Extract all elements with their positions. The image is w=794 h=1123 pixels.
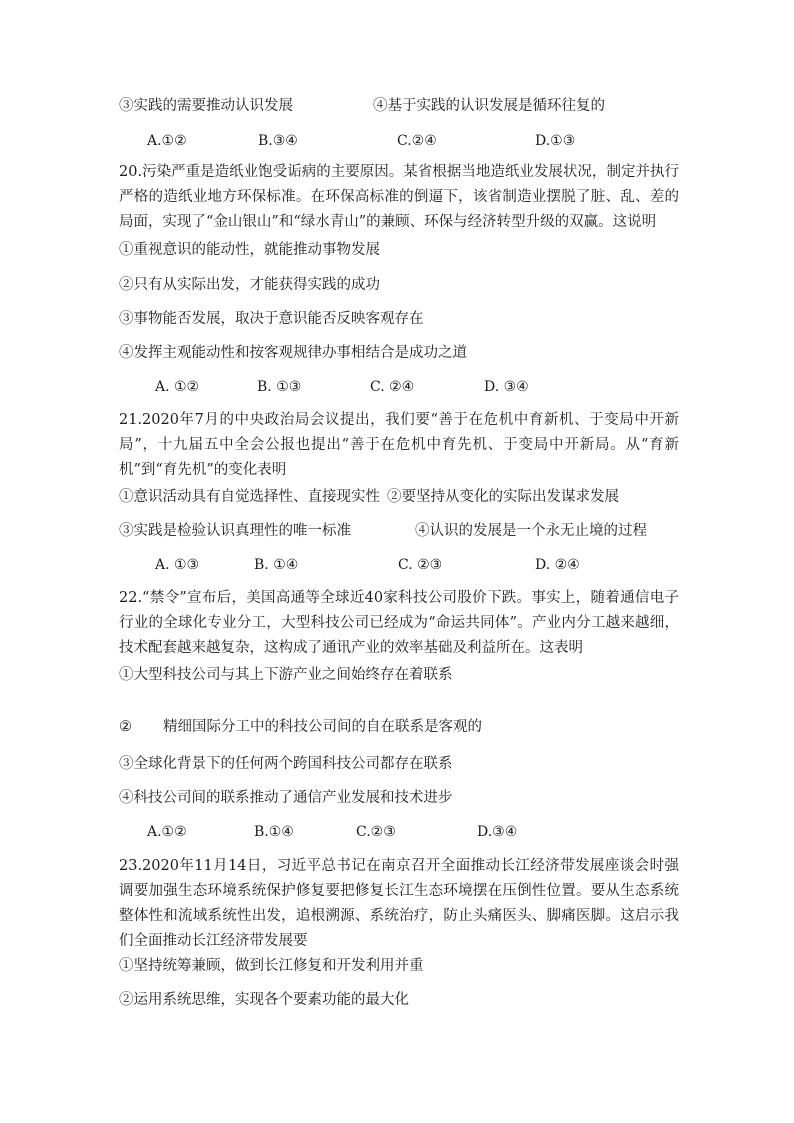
- q20-item-4: ④发挥主观能动性和按客观规律办事相结合是成功之道: [119, 345, 467, 361]
- q19-option-c: C.②④: [397, 133, 437, 149]
- q20-option-c: C. ②④: [370, 379, 415, 395]
- q22-option-d: D.③④: [477, 824, 518, 840]
- q22-item-3: ③全球化背景下的任何两个跨国科技公司都存在联系: [119, 756, 453, 772]
- q21-option-d: D. ②④: [535, 557, 580, 573]
- q23-item-2: ②运用系统思维，实现各个要素功能的最大化: [119, 992, 409, 1008]
- q19-item-4: ④基于实践的认识发展是循环往复的: [373, 98, 605, 114]
- q21-item-1: ①意识活动具有自觉选择性、直接现实性: [119, 489, 380, 505]
- q20-item-1: ①重视意识的能动性，就能推动事物发展: [119, 242, 380, 258]
- q23-stem: 23.2020年11月14日，习近平总书记在南京召开全面推动长江经济带发展座谈会时强调要加强生态环境系统保护修复要把修复长江生态环境摆在压倒性位置。要从生态系统整体性和流域系统性出发，追根溯源、系统治疗，防止头痛医头、脚痛医脚。这启示我们全面推动长江经济带发展要: [119, 858, 679, 949]
- q22-item-1: ①大型科技公司与其上下游产业之间始终存在着联系: [119, 667, 453, 683]
- q19-option-b: B.③④: [258, 133, 298, 149]
- q19-item-3: ③实践的需要推动认识发展: [119, 98, 293, 114]
- q21-option-c: C. ②③: [398, 557, 443, 573]
- q22-item-2: 精细国际分工中的科技公司间的自在联系是客观的: [163, 719, 482, 735]
- q22-item-2-marker: ②: [119, 719, 132, 735]
- q22-stem: 22.“禁令”宣布后，美国高通等全球近40家科技公司股价下跌。事实上，随着通信电子行业的全球化专业分工，大型科技公司已经成为“命运共同体”。产业内分工越来越细，技术配套越来越复杂，这构成了通讯产业的效率基础及利益所在。这表明: [119, 590, 679, 656]
- q22-option-b: B.①④: [254, 824, 294, 840]
- q19-option-d: D.①③: [535, 133, 576, 149]
- q20-option-a: A. ①②: [155, 379, 200, 395]
- q22-option-c: C.②③: [356, 824, 396, 840]
- q21-option-a: A. ①③: [155, 557, 200, 573]
- q20-item-3: ③事物能否发展，取决于意识能否反映客观存在: [119, 311, 424, 327]
- q22-item-4: ④科技公司间的联系推动了通信产业发展和技术进步: [119, 790, 453, 806]
- q20-item-2: ②只有从实际出发，才能获得实践的成功: [119, 277, 380, 293]
- q21-item-3: ③实践是检验认识真理性的唯一标准: [119, 523, 351, 539]
- q21-item-2: ②要坚持从变化的实际出发谋求发展: [387, 489, 619, 505]
- q21-stem: 21.2020年7月的中央政治局会议提出，我们要“善于在危机中育新机、于变局中开新局”，十九届五中全会公报也提出“善于在危机中育先机、于变局中开新局。从“育新机”到“育先机”的变化表明: [119, 412, 679, 478]
- q20-option-d: D. ③④: [484, 379, 529, 395]
- q19-option-a: A.①②: [147, 133, 187, 149]
- q20-option-b: B. ①③: [257, 379, 302, 395]
- q22-option-a: A.①②: [147, 824, 187, 840]
- q21-item-4: ④认识的发展是一个永无止境的过程: [415, 523, 647, 539]
- q23-item-1: ①坚持统筹兼顾，做到长江修复和开发利用并重: [119, 958, 424, 974]
- q21-option-b: B. ①④: [254, 557, 299, 573]
- q20-stem: 20.污染严重是造纸业饱受诟病的主要原因。某省根据当地造纸业发展状况，制定并执行严格的造纸业地方环保标准。在环保高标准的倒逼下，该省制造业摆脱了脏、乱、差的局面，实现了“金山银山”和“绿水青山”的兼顾、环保与经济转型升级的双赢。这说明: [119, 164, 679, 230]
